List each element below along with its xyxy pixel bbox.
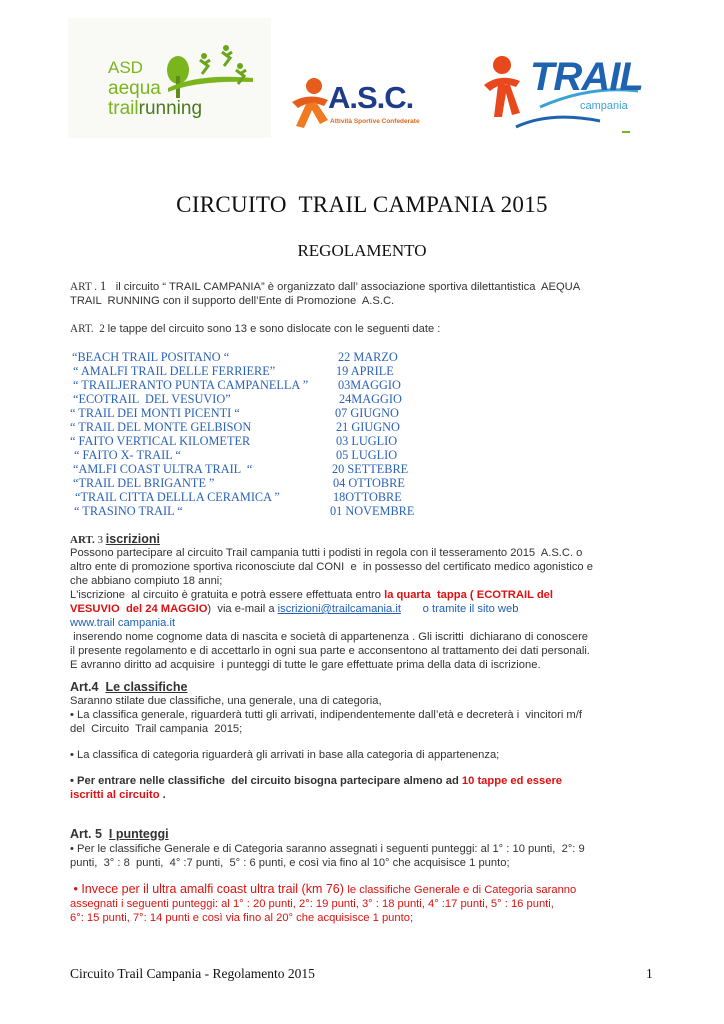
footer-text: Circuito Trail Campania - Regolamento 2015	[70, 966, 315, 981]
art5-l4: assegnati i seguenti punteggi: al 1° : 20 punti, 2°: 19 punti, 3° : 18 punti, 4° :17 punti, 5° : 16 punti,	[70, 898, 554, 910]
email-link[interactable]: iscrizioni@trailcamania.it	[277, 603, 401, 615]
stage-row	[70, 378, 450, 392]
art1-label: ART .	[70, 281, 100, 293]
art3-p2-l2	[70, 602, 660, 616]
stage-date: 03 LUGLIO	[336, 434, 398, 448]
stage-date: 04 OTTOBRE	[333, 476, 405, 490]
art3-deadline-date: VESUVIO del 24 MAGGIO	[70, 603, 208, 615]
art1-line1	[70, 279, 660, 294]
stage-row	[70, 350, 450, 364]
stage-date: 05 LUGLIO	[336, 448, 398, 462]
trail-logo-sub: campania	[580, 100, 628, 112]
stage-date: 19 APRILE	[336, 364, 394, 378]
art3-site-prefix: o tramite il sito web	[400, 603, 519, 615]
stage-name: “BEACH TRAIL POSITANO “	[72, 350, 230, 364]
stage-row	[70, 476, 450, 490]
stage-name: “ FAITO X- TRAIL “	[74, 448, 181, 462]
stage-row	[70, 490, 450, 504]
logo-trail-part: trail	[108, 98, 139, 119]
logo-trailrunning-text	[108, 98, 202, 120]
logo-aequa-text: aequa	[108, 78, 161, 99]
stage-name: “ FAITO VERTICAL KILOMETER	[70, 434, 251, 448]
page-subtitle: REGOLAMENTO	[297, 241, 427, 260]
stage-row	[70, 462, 450, 476]
stage-date: 18OTTOBRE	[333, 490, 402, 504]
stage-row	[70, 504, 450, 518]
stage-row	[70, 434, 450, 448]
stage-name: “ECOTRAIL DEL VESUVIO”	[73, 392, 231, 406]
stage-date: 07 GIUGNO	[335, 406, 399, 420]
art3-p2-text: L'iscrizione al circuito è gratuita e potrà essere effettuata entro	[70, 589, 385, 601]
stage-row	[70, 406, 450, 420]
stage-row	[70, 392, 450, 406]
logo-asd-text: ASD	[108, 58, 143, 77]
art4-l6	[70, 788, 660, 802]
page-title: CIRCUITO TRAIL CAMPANIA 2015	[176, 192, 548, 217]
art4-l3: del Circuito Trail campania 2015;	[70, 723, 243, 735]
art3-p1-l2: altro ente di promozione sportiva riconosciute dal CONI e in possesso del certificato medico agonistico e	[70, 561, 593, 573]
art3-p3-l2: il presente regolamento e di accettarlo in ogni sua parte e acconsentono al trattamento dei dati personali.	[70, 645, 590, 657]
art3-p1-l3: che abbiano compiuto 18 anni;	[70, 575, 223, 587]
art4-requirement-end: iscritti al circuito	[70, 789, 160, 801]
asc-tagline: Attività Sportive Confederate	[330, 118, 420, 125]
art4-heading	[70, 680, 187, 694]
art4-l5-text: • Per entrare nelle classifiche del circuito bisogna partecipare almeno ad	[70, 775, 462, 787]
site-link[interactable]: www.trail campania.it	[70, 617, 176, 629]
art3-number: 3	[94, 534, 106, 546]
stage-name: “ TRASINO TRAIL “	[74, 504, 183, 518]
page-number: 1	[646, 966, 653, 981]
stage-name: “ TRAIL DEL MONTE GELBISON	[70, 420, 252, 434]
stage-name: “ TRAILJERANTO PUNTA CAMPANELLA ”	[73, 378, 309, 392]
art4-l2: • La classifica generale, riguarderà tutti gli arrivati, indipendentemente dall’età e decreterà i vincitori m/f	[70, 709, 582, 721]
art2-label: ART. 2	[70, 323, 108, 335]
runners-tree-icon	[68, 18, 271, 138]
art5-label: Art. 5	[70, 827, 109, 841]
art1-text: il circuito “ TRAIL CAMPANIA” è organizzato dall’ associazione sportiva dilettantistica AEQUA	[115, 281, 581, 293]
art5-l3	[70, 882, 660, 897]
art5-l1: • Per le classifiche Generale e di Categoria saranno assegnati i seguenti punteggi: al 1° : 10 punti, 2°: 9	[70, 843, 585, 855]
art4-l6-end: .	[159, 789, 166, 801]
asc-runner-icon	[284, 74, 334, 134]
art4-heading-text: Le classifiche	[105, 680, 188, 694]
stage-date: 24MAGGIO	[339, 392, 402, 406]
stage-row	[70, 364, 450, 378]
stage-name: “ TRAIL DEI MONTI PICENTI “	[70, 406, 240, 420]
art3-p3-l1: inserendo nome cognome data di nascita e società di appartenenza . Gli iscritti dichiarano di conoscere	[70, 631, 589, 643]
trail-logo-name: TRAIL	[530, 55, 643, 99]
logo-running-part: running	[138, 98, 203, 119]
art5-l3-rest: le classifiche Generale e di Categoria saranno	[347, 884, 577, 896]
art4-l1: Saranno stilate due classifiche, una generale, una di categoria,	[70, 695, 382, 707]
stage-name: “TRAIL CITTA DELLLA CERAMICA ”	[75, 490, 280, 504]
stage-date: 21 GIUGNO	[336, 420, 400, 434]
stage-name: “TRAIL DEL BRIGANTE ”	[73, 476, 215, 490]
aequa-trailrunning-logo	[68, 18, 271, 138]
art2-text: le tappe del circuito sono 13 e sono dislocate con le seguenti date :	[107, 323, 441, 335]
art3-heading-text: iscrizioni	[105, 532, 160, 546]
art5-l2: punti, 3° : 8 punti, 4° :7 punti, 5° : 6 punti, e così via fino al 10° che acquisisce 1 punto;	[70, 857, 510, 869]
asc-logo	[284, 70, 426, 136]
stage-row	[70, 420, 450, 434]
site-link-row	[70, 616, 660, 630]
stage-date: 20 SETTEBRE	[332, 462, 409, 476]
asc-name: A.S.C.	[328, 80, 414, 115]
art4-l5	[70, 774, 660, 788]
stage-name: “AMLFI COAST ULTRA TRAIL “	[73, 462, 253, 476]
art4-requirement: 10 tappe ed essere	[461, 775, 563, 787]
art3-deadline: la quarta tappa ( ECOTRAIL del	[384, 589, 553, 601]
art5-l5: 6°: 15 punti, 7°: 14 punti e così via fino al 20° che acquisisce 1 punto;	[70, 912, 414, 924]
art5-heading-text: I punteggi	[108, 827, 169, 841]
art1-line2: TRAIL RUNNING con il supporto dell’Ente di Promozione A.S.C.	[70, 295, 395, 307]
art4-l4: • La classifica di categoria riguarderà gli arrivati in base alla categoria di appartenenza;	[70, 749, 500, 761]
art3-p1-l1: Possono partecipare al circuito Trail campania tutti i podisti in regola con il tesseramento 2015 A.S.C. o	[70, 547, 583, 559]
art3-p3-l3: E avranno diritto ad acquisire i punteggi di tutte le gare effettuate prima della data di iscrizione.	[70, 659, 541, 671]
art4-label: Art.4	[70, 680, 106, 694]
stage-date: 03MAGGIO	[338, 378, 401, 392]
stage-name: “ AMALFI TRAIL DELLE FERRIERE”	[73, 364, 276, 378]
art2-line	[70, 322, 660, 336]
stage-date: 22 MARZO	[338, 350, 398, 364]
art3-email-prefix: ) via e-mail a	[207, 603, 278, 615]
art3-label: ART.	[70, 534, 95, 546]
trail-campania-logo	[480, 45, 642, 135]
art3-heading	[70, 532, 160, 546]
stage-row	[70, 448, 450, 462]
art3-p2-l1	[70, 588, 660, 602]
art5-ultra-text: • Invece per il ultra amalfi coast ultra trail (km 76)	[70, 882, 348, 896]
art5-heading	[70, 827, 169, 841]
stage-date: 01 NOVEMBRE	[330, 504, 415, 518]
art1-number: 1	[99, 278, 107, 293]
